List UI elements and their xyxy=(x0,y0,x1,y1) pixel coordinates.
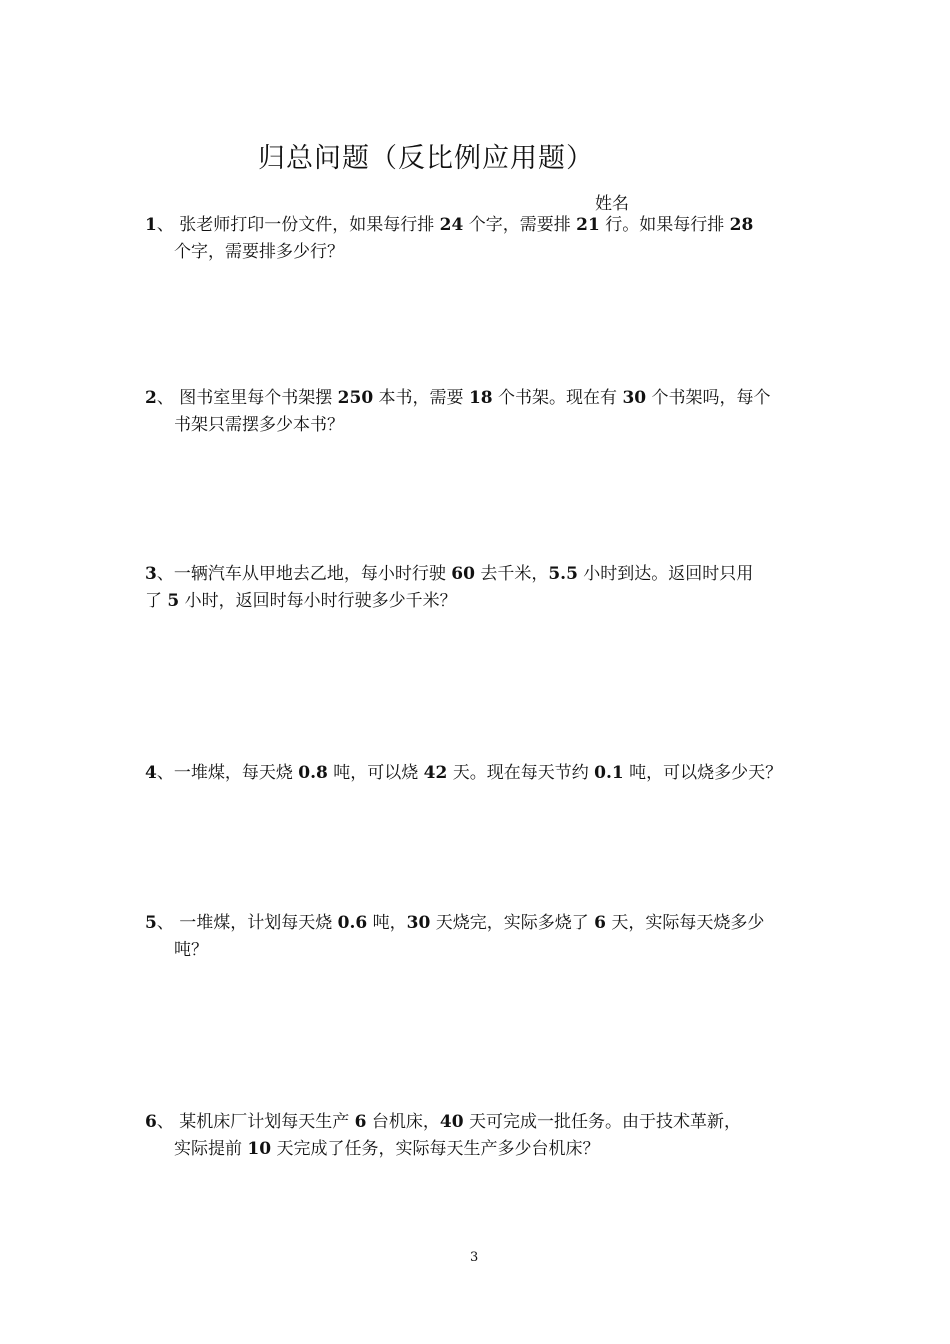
page-number: 3 xyxy=(470,1250,479,1265)
question-text: 台机床， xyxy=(366,1112,440,1132)
question-value: 40 xyxy=(439,1112,464,1132)
question-text: 、 某机床厂计划每天生产 xyxy=(156,1112,355,1132)
question-line xyxy=(145,561,810,588)
question-line xyxy=(145,412,810,439)
question-value: 30 xyxy=(406,913,431,933)
page-title: 归总问题（反比例应用题） xyxy=(258,143,594,174)
question-text: 小时，返回时每小时行驶多少千米？ xyxy=(179,591,457,611)
question-value: 0.6 xyxy=(337,913,368,933)
question-value: 5 xyxy=(167,591,180,611)
question-text: 实际提前 xyxy=(174,1139,248,1159)
question-text: 、 图书室里每个书架摆 xyxy=(156,388,338,408)
question-number: 5 xyxy=(145,913,157,933)
name-label: 姓名 xyxy=(595,194,629,214)
question-text: 天。现在每天节约 xyxy=(447,763,595,783)
question-number: 4 xyxy=(145,763,157,783)
question-6 xyxy=(145,1109,810,1163)
question-text: 、 一堆煤，计划每天烧 xyxy=(156,913,338,933)
question-value: 30 xyxy=(622,388,647,408)
question-text: 吨，可以烧多少天？ xyxy=(623,763,783,783)
question-line xyxy=(145,588,810,615)
question-1 xyxy=(145,212,810,266)
question-text: 、 张老师打印一份文件，如果每行排 xyxy=(156,215,440,235)
question-line xyxy=(145,760,810,787)
question-text: 天可完成一批任务。由于技术革新， xyxy=(463,1112,741,1132)
question-text: 个书架吗，每个 xyxy=(646,388,771,408)
question-value: 18 xyxy=(468,388,493,408)
question-text: 本书，需要 xyxy=(373,388,469,408)
question-text: 小时到达。返回时只用 xyxy=(577,564,754,584)
question-text: 个字，需要排 xyxy=(463,215,577,235)
question-text: 了 xyxy=(145,591,168,611)
question-value: 6 xyxy=(594,913,606,933)
question-text: 吨， xyxy=(367,913,407,933)
question-text: 书架只需摆多少本书？ xyxy=(174,415,344,435)
question-line xyxy=(145,910,810,937)
question-value: 60 xyxy=(451,564,475,584)
question-3 xyxy=(145,561,810,615)
question-text: 吨？ xyxy=(174,940,208,960)
question-text: 去千米， xyxy=(474,564,549,584)
question-text: 个书架。现在有 xyxy=(492,388,623,408)
question-line xyxy=(145,385,810,412)
question-text: 吨，可以烧 xyxy=(327,763,424,783)
question-5 xyxy=(145,910,810,964)
question-text: 天烧完，实际多烧了 xyxy=(430,913,595,933)
question-text: 天完成了任务，实际每天生产多少台机床？ xyxy=(271,1139,600,1159)
question-value: 21 xyxy=(576,215,600,235)
question-value: 24 xyxy=(439,215,464,235)
question-line xyxy=(145,239,810,266)
question-number: 6 xyxy=(145,1112,157,1132)
question-line xyxy=(145,937,810,964)
question-number: 3 xyxy=(145,564,157,584)
question-value: 42 xyxy=(423,763,448,783)
question-line xyxy=(145,1136,810,1163)
question-number: 2 xyxy=(145,388,157,408)
question-value: 5.5 xyxy=(548,564,578,584)
question-line xyxy=(145,1109,810,1136)
question-value: 6 xyxy=(354,1112,367,1132)
question-text: 行。如果每行排 xyxy=(599,215,730,235)
question-text: 、一辆汽车从甲地去乙地，每小时行驶 xyxy=(156,564,452,584)
question-text: 天，实际每天烧多少 xyxy=(605,913,765,933)
question-value: 0.1 xyxy=(594,763,624,783)
question-value: 10 xyxy=(247,1139,272,1159)
question-line xyxy=(145,212,810,239)
question-text: 、一堆煤，每天烧 xyxy=(156,763,299,783)
question-number: 1 xyxy=(145,215,157,235)
question-2 xyxy=(145,385,810,439)
question-value: 28 xyxy=(729,215,754,235)
question-value: 250 xyxy=(337,388,374,408)
question-text: 个字，需要排多少行？ xyxy=(174,242,344,262)
question-4 xyxy=(145,760,810,787)
question-value: 0.8 xyxy=(298,763,328,783)
